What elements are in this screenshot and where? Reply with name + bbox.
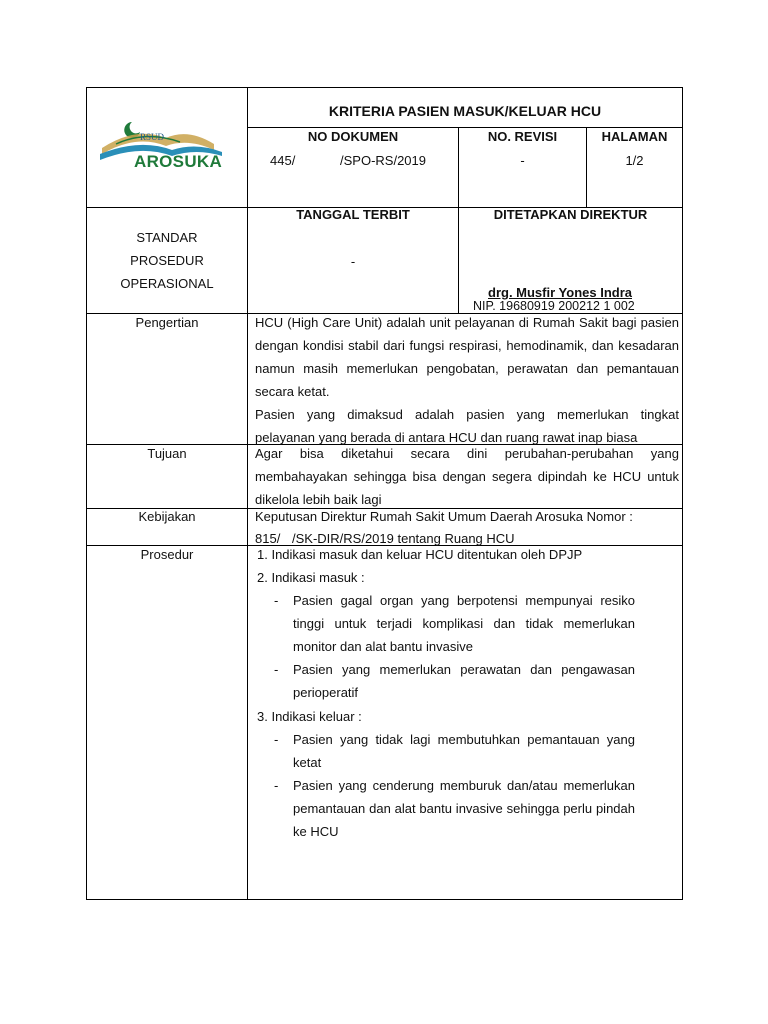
pengertian-content	[255, 311, 679, 449]
sop-label-line-2: PROSEDUR	[130, 253, 204, 268]
border-bottom	[86, 899, 683, 900]
no-dokumen-suffix: /SPO-RS/2019	[340, 153, 426, 168]
border-left	[86, 87, 87, 900]
pengertian-paragraph-2: Pasien yang dimaksud adalah pasien yang memerlukan tingkat pelayanan yang berada di antara HCU dan ruang rawat inap biasa	[255, 407, 679, 445]
pengertian-paragraph-1: HCU (High Care Unit) adalah unit pelayanan di Rumah Sakit bagi pasien dengan kondisi stabil dari fungsi respirasi, hemodinamik, dan kesadaran namun masih memerlukan pengobatan, perawatan dan pemantauan secara ketat.	[255, 315, 679, 399]
tanggal-terbit-value: -	[350, 254, 356, 269]
prosedur-item-2a-text: Pasien gagal organ yang berpotensi mempunyai resiko tinggi untuk terjadi komplikasi dan tidak memerlukan monitor dan alat bantu invasive	[293, 593, 635, 654]
border-right	[682, 87, 683, 900]
kebijakan-line-1: Keputusan Direktur Rumah Sakit Umum Daerah Arosuka Nomor :	[255, 509, 633, 524]
tujuan-label: Tujuan	[147, 446, 187, 461]
bullet-dash: -	[274, 778, 279, 793]
no-revisi-label: NO. REVISI	[487, 129, 558, 144]
prosedur-label: Prosedur	[140, 547, 194, 562]
logo-small-text: RSUD	[140, 132, 165, 142]
document-title: KRITERIA PASIEN MASUK/KELUAR HCU	[328, 103, 602, 119]
sop-label-line-1: STANDAR	[136, 230, 198, 245]
prosedur-item-3a-text: Pasien yang tidak lagi membutuhkan pemantauan yang ketat	[293, 732, 635, 770]
kebijakan-label: Kebijakan	[138, 509, 196, 524]
prosedur-item-3: 3. Indikasi keluar :	[257, 709, 362, 724]
pengertian-label: Pengertian	[135, 315, 199, 330]
prosedur-item-2b	[293, 658, 635, 704]
prosedur-item-2a	[293, 589, 635, 658]
logo-mountains-icon	[96, 104, 230, 190]
tanggal-terbit-label: TANGGAL TERBIT	[296, 207, 410, 222]
bullet-dash: -	[274, 732, 279, 747]
bullet-dash: -	[274, 593, 279, 608]
halaman-value: 1/2	[625, 153, 644, 168]
director-name: drg. Musfir Yones Indra	[488, 285, 632, 300]
border-top	[86, 87, 683, 88]
halaman-label: HALAMAN	[601, 129, 668, 144]
prosedur-item-3b-text: Pasien yang cenderung memburuk dan/atau memerlukan pemantauan dan alat bantu invasive sehingga perlu pindah ke HCU	[293, 778, 635, 839]
no-dokumen-label: NO DOKUMEN	[307, 129, 399, 144]
logo-name: AROSUKA	[134, 152, 223, 171]
prosedur-item-1: 1. Indikasi masuk dan keluar HCU ditentukan oleh DPJP	[257, 547, 583, 562]
prosedur-item-2: 2. Indikasi masuk :	[257, 570, 365, 585]
tujuan-content	[255, 442, 679, 511]
prosedur-item-3b	[293, 774, 635, 843]
prosedur-item-3a	[293, 728, 635, 774]
sop-label-line-3: OPERASIONAL	[120, 276, 214, 291]
no-revisi-value: -	[520, 153, 525, 168]
kebijakan-number: 815/	[255, 531, 281, 546]
kebijakan-line-2: /SK-DIR/RS/2019 tentang Ruang HCU	[292, 531, 515, 546]
director-nip: NIP. 19680919 200212 1 002	[473, 299, 635, 313]
bullet-dash: -	[274, 662, 279, 677]
tujuan-text: Agar bisa diketahui secara dini perubahan-perubahan yang membahayakan sehingga bisa dengan segera dipindah ke HCU untuk dikelola lebih baik lagi	[255, 446, 679, 507]
no-dokumen-prefix: 445/	[270, 153, 296, 168]
hospital-logo	[96, 104, 230, 190]
prosedur-item-2b-text: Pasien yang memerlukan perawatan dan pengawasan perioperatif	[293, 662, 635, 700]
ditetapkan-label: DITETAPKAN DIREKTUR	[493, 207, 648, 222]
